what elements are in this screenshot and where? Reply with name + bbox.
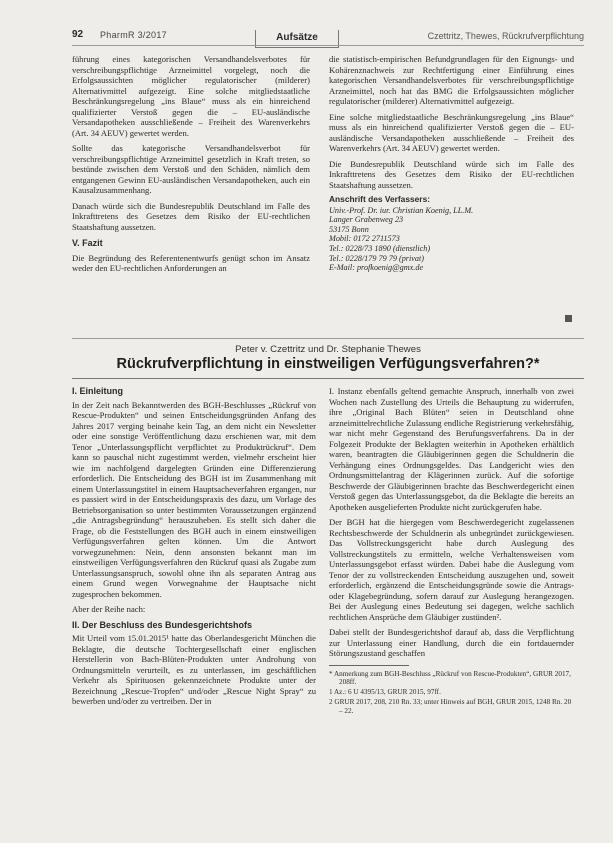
footnote-rule xyxy=(329,665,409,666)
paragraph: Eine solche mitgliedstaatliche Beschränkungsregelung „ins Blaue“ muss als ein hinreichend qualifizierter Verstoß gegen die – EU-ausländische Versandapotheken ausschließende – Freiheit des Warenverkehrs (Art. 34 AEUV) gewertet werden. xyxy=(329,111,574,153)
paragraph: Mit Urteil vom 15.01.2015¹ hatte das Oberlandesgericht München die Beklagte, die deutsche Tochtergesellschaft einer englischen Herstellerin von Bach-Blüten-Produkten unter Androhung von Ordnungsmitteln verurteilt, es zu unterlassen, im geschäftlichen Verkehr als Spirituosen gekennzeichnete Produkte unter der Bezeichnung „Rescue-Tropfen“ und/oder „Rescue Night Spray“ zu bewerben und/oder zu vertreiben. Der in xyxy=(72,633,316,706)
paragraph: Dabei stellt der Bundesgerichtshof darauf ab, dass die Verpflichtung zur Unterlassung einer Handlung, durch die ein fortdauernder Störungszustand geschaffen xyxy=(329,627,574,658)
author-address xyxy=(329,195,574,273)
top-left-column xyxy=(72,54,310,279)
paragraph: Der BGH hat die hiergegen vom Beschwerdegericht zugelassenen Rechtsbeschwerde der Schuldnerin als unbegründet zurückgewiesen. Das Vollstreckungsgericht habe durch Auslegung des Vollstreckungstitels zu ermitteln, welche Verhaltensweisen vom Unterlassungsgebot erfasst würden. Dabei habe die Auslegung vom Tenor der zu vollstreckenden Entscheidung auszugehen und, soweit erforderlich, ergänzend die Entscheidungsgründe sowie die Antrags- oder Klagebegründung, sofern darauf zur Auslegung herangezogen. Bei der Auslegung eines Bedeutung sei dagegen, welche sachlich rechtlichen Ansprüche dem Gläubiger zustünden². xyxy=(329,517,574,622)
footnotes xyxy=(329,670,574,716)
article-authors: Peter v. Czettritz und Dr. Stephanie Thewes xyxy=(235,344,421,355)
email-line: E-Mail: profkoenig@gmx.de xyxy=(329,263,424,273)
address-line: Univ.-Prof. Dr. iur. Christian Koenig, LL.M. xyxy=(329,205,474,215)
address-line: Langer Grabenweg 23 xyxy=(329,215,404,225)
paragraph: In der Zeit nach Bekanntwerden des BGH-Beschlusses „Rückruf von Rescue-Produkten“ und seinen Entscheidungsgründen Anfang des Jahres 2017 verging beinahe kein Tag, an dem nicht ein Newsletter oder eine sonstige Veröffentlichung dazu erschienen war, mit dem Tenor „Unterlassungspflicht verpflichtet zu Produktrückruf“. Dem kann so pauschal nicht zugestimmt werden, vielmehr erscheint hier wie im nachfolgend dargelegten Gründen eine Differenzierung erforderlich. Die Entscheidung des BGH ist im Zusammenhang mit einem Unterlassungstitel in einem Hauptsacheverfahren ergangen, nur es passiert wird in der Entscheidungspraxis des dazu, um Vorlage des Betriebsorganisation so unter bestimmten Voraussetzungen ergänzend „die Antragsbegründung“ herauszuheben. Es stellt sich daher die Frage, ob die Feststellungen des BGH auch in einem einstweiligen Verfügungsverfahren gelten können. Um die Antwort vorwegzunehmen: Nein, denn ansonsten bekannt man im einstweiligen Verfügungsverfahren den Rückruf quasi als Zugabe zum Unterlassungsanspruch, sowohl ohne ihn als separaten Antrag aus einem Grund wegen Vorwegnahme der Hauptsache nicht zugesprochen bekommen. xyxy=(72,399,316,599)
footnote: 1 Az.: 6 U 4395/13, GRUR 2015, 97ff. xyxy=(329,688,441,697)
article-title: Rückrufverpflichtung in einstweiligen Verfügungsverfahren?* xyxy=(116,356,540,372)
paragraph: Die Bundesrepublik Deutschland würde sich im Falle des Inkrafttretens des Gesetzes dem Risiko der EU-rechtlichen Staatshaftung aussetzen. xyxy=(329,158,574,190)
running-head: Czettritz, Thewes, Rückrufverpflichtung xyxy=(427,31,584,41)
title-rule xyxy=(72,378,584,379)
footnote: * Anmerkung zum BGH-Beschluss „Rückruf von Rescue-Produkten“, GRUR 2017, 208ff. xyxy=(329,669,571,687)
bottom-right-column xyxy=(329,386,574,716)
paragraph: Aber der Reihe nach: xyxy=(72,604,146,614)
address-line: Mobil: 0172 2711573 xyxy=(329,234,400,244)
footnote: 2 GRUR 2017, 208, 210 Rn. 33; unter Hinweis auf BGH, GRUR 2015, 1248 Rn. 20 – 22. xyxy=(329,697,572,715)
bottom-left-column xyxy=(72,386,316,712)
paragraph: Sollte das kategorische Versandhandelsverbot für verschreibungspflichtige Arzneimittel gesetzlich in Kraft treten, so bestünde zwischen dem Verstoß und den Schäden, nämlich dem entgangenen Gewinn EU-ausländischen Versandapotheken, auch ein Kausalzusammenhang. xyxy=(72,143,310,195)
paragraph: Die Begründung des Referentenentwurfs genügt schon im Ansatz weder den EU-rechtlichen Anforderungen an xyxy=(72,252,310,273)
section-tab: Aufsätze xyxy=(255,30,339,48)
section-heading: II. Der Beschluss des Bundesgerichtshofs xyxy=(72,619,253,630)
fazit-heading: V. Fazit xyxy=(72,238,103,248)
paragraph: Danach würde sich die Bundesrepublik Deutschland im Falle des Inkrafttretens des Gesetzes dem Risiko der EU-rechtlichen Staatshaftung aussetzen. xyxy=(72,200,310,232)
address-heading: Anschrift des Verfassers: xyxy=(329,194,431,204)
paragraph: führung eines kategorischen Versandhandelsverbotes für verschreibungspflichtige Arzneimittel vorgelegt, noch die Erfolgsaussichten möglicher regulatorischer (milderer) Alternativmittel aufgezeigt. Eine solche mitgliedstaatliche Beschränkungsregelung „ins Blaue“ muss als ein hinreichend qualifizierter Verstoß gegen die – EU-ausländische Versandapotheken ausschließende – Freiheit des Warenverkehrs (Art. 34 AEUV) gewertet werden. xyxy=(72,54,310,138)
address-line: Tel.: 0228/179 79 79 (privat) xyxy=(329,253,424,263)
address-line: Tel.: 0228/73 1890 (dienstlich) xyxy=(329,243,431,253)
paragraph: I. Instanz ebenfalls geltend gemachte Anspruch, innerhalb von zwei Wochen nach Zustellung des Urteils die Behauptung zu widerrufen, ihre „Original Bach Blüten“ seien in Deutschland ohne arzneimittelrechtliche Zulassung endliche Registrierung verkehrsfähig, war nicht mehr Gegenstand des Berufungsverfahrens. Da in der Folgezeit Produkte der Beklagten weiterhin in Apotheken erhältlich waren, beantragten die Gläubigerinnen gegen die Schuldnerin die Verhängung eines Ordnungsgeldes. Das Landgericht wies den Ordnungsmittelantrag der Klägerinnen zurück. Auf die sofortige Beschwerde der Gläubigerinnen brachte das Beschwerdegericht einen Verstoß gegen das Unterlassungsgebot, da die Beklagte die bereits an Apotheken ausgelieferten Produkte nicht zurückgerufen habe. xyxy=(329,386,574,512)
journal-citation: PharmR 3/2017 xyxy=(100,30,167,40)
section-divider xyxy=(72,338,584,339)
header-rule xyxy=(72,45,584,46)
page-number: 92 xyxy=(72,29,84,40)
top-right-column xyxy=(329,54,574,322)
paragraph: die statistisch-empirischen Befundgrundlagen für den Eignungs- und Kohärenznachweis zur Rechtfertigung einer Einführung eines kategorischen Versandhandelsverbotes für verschreibungspflichtige Arzneimittel, noch hat das BMG die Erfolgsaussichten möglicher regulatorischer (milderer) Alternativmittel aufgezeigt. xyxy=(329,54,574,106)
address-line: 53175 Bonn xyxy=(329,224,369,234)
end-of-article-square xyxy=(565,315,572,322)
section-heading: I. Einleitung xyxy=(72,386,123,396)
